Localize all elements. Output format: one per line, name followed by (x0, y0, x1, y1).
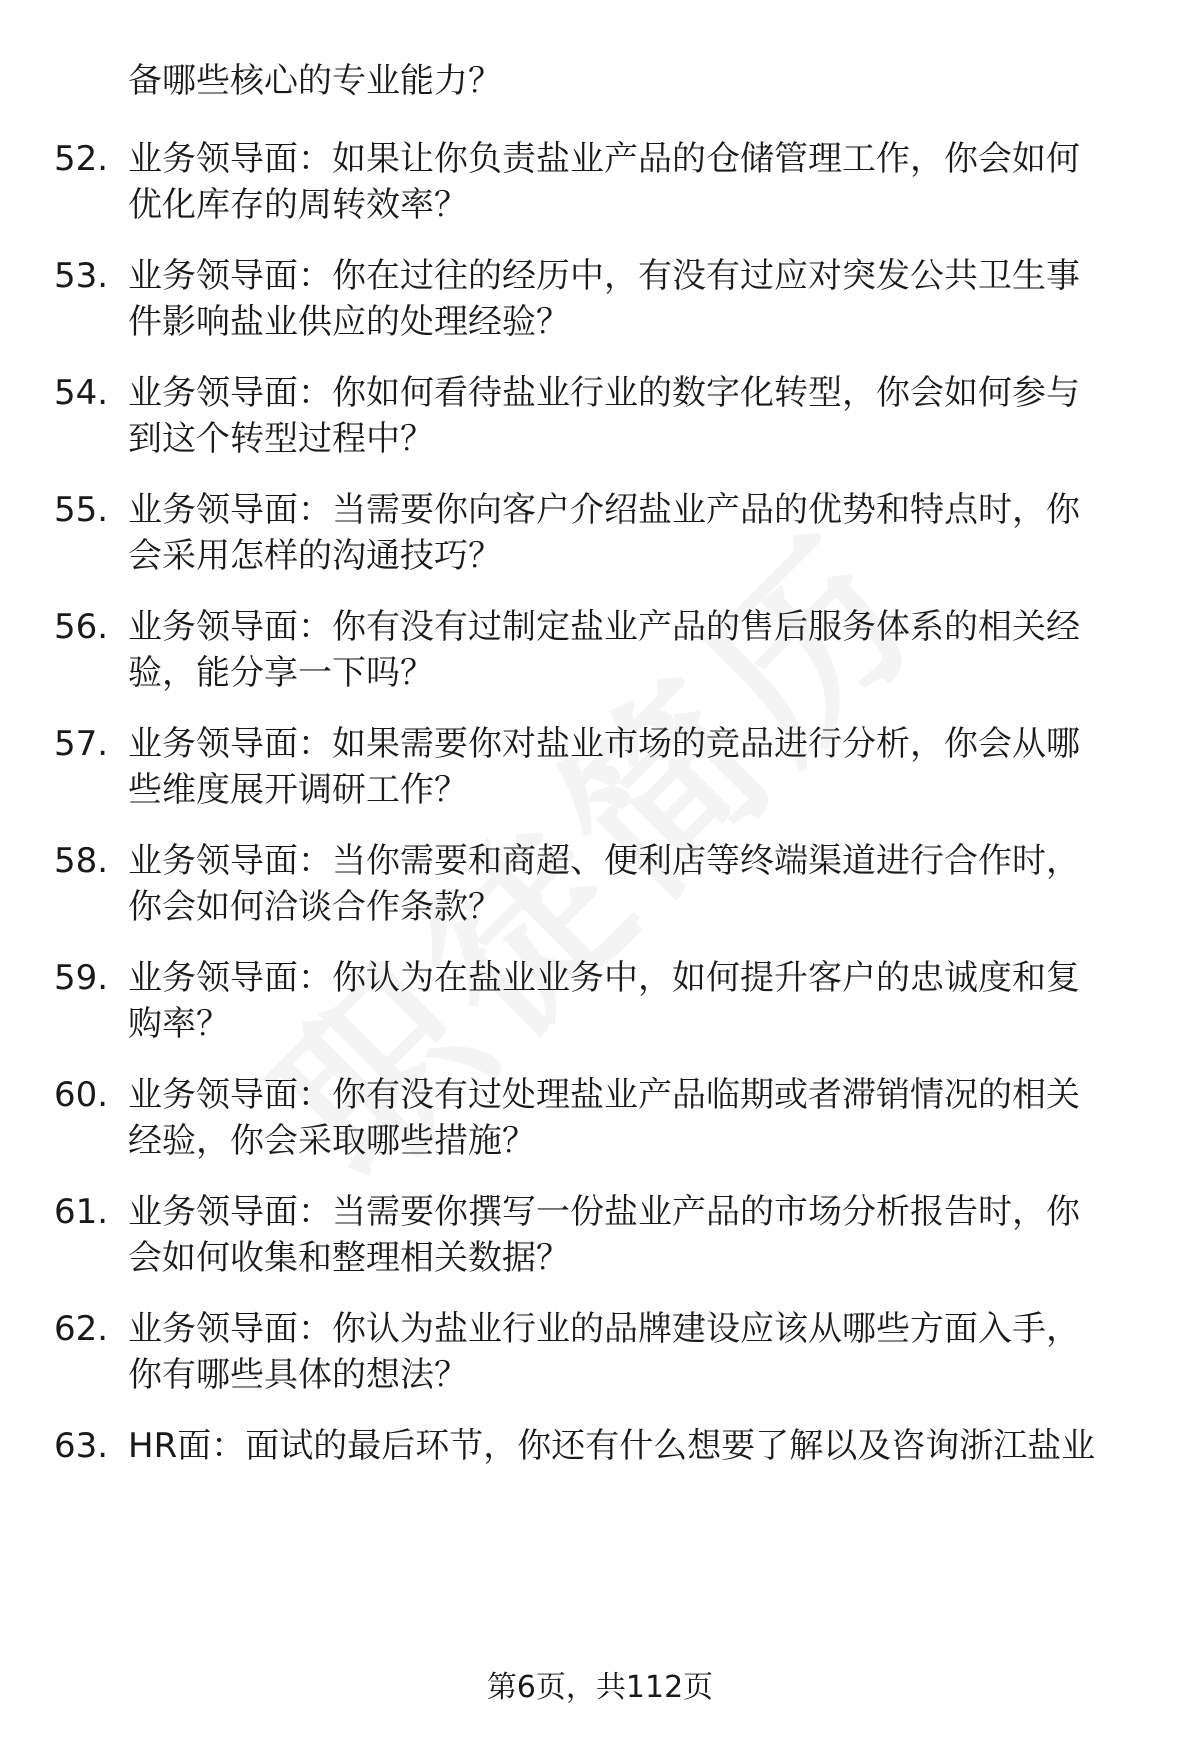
question-number: 57. (54, 724, 109, 764)
question-line: 会如何收集和整理相关数据？ (128, 1238, 570, 1278)
question-number: 52. (54, 139, 109, 179)
question-text (128, 955, 1148, 1047)
question-line: 你会如何洽谈合作条款？ (128, 887, 502, 927)
question-line: 验，能分享一下吗？ (128, 653, 434, 693)
question-number: 59. (54, 958, 109, 998)
question-line: 业务领导面：你认为在盐业业务中，如何提升客户的忠诚度和复 (128, 958, 1080, 998)
question-line: 购率？ (128, 1004, 230, 1044)
question-text (128, 604, 1148, 696)
question-line: 业务领导面：如果让你负责盐业产品的仓储管理工作，你会如何 (128, 139, 1080, 179)
question-number: 56. (54, 607, 109, 647)
question-line: 业务领导面：你如何看待盐业行业的数字化转型，你会如何参与 (128, 373, 1080, 413)
question-line: 你有哪些具体的想法？ (128, 1355, 468, 1395)
question-line: 业务领导面：如果需要你对盐业市场的竞品进行分析，你会从哪 (128, 724, 1080, 764)
question-text (128, 1306, 1148, 1398)
question-number: 62. (54, 1309, 109, 1349)
question-number: 60. (54, 1075, 109, 1115)
question-text (128, 487, 1148, 579)
question-number: 54. (54, 373, 109, 413)
question-line: 件影响盐业供应的处理经验？ (128, 302, 570, 342)
question-text (128, 1189, 1148, 1281)
question-line: 会采用怎样的沟通技巧？ (128, 536, 502, 576)
question-line: 到这个转型过程中？ (128, 419, 434, 459)
question-line: 业务领导面：你认为盐业行业的品牌建设应该从哪些方面入手， (128, 1309, 1080, 1349)
question-text (128, 838, 1148, 930)
question-line: 经验，你会采取哪些措施？ (128, 1121, 536, 1161)
question-text (128, 1423, 1148, 1469)
question-number: 63. (54, 1426, 109, 1466)
question-number: 58. (54, 841, 109, 881)
question-line: 业务领导面：你有没有过处理盐业产品临期或者滞销情况的相关 (128, 1075, 1080, 1115)
question-text (128, 253, 1148, 345)
continuation-line: 备哪些核心的专业能力？ (128, 61, 502, 101)
question-line: 些维度展开调研工作？ (128, 770, 468, 810)
question-line: 业务领导面：当需要你向客户介绍盐业产品的优势和特点时，你 (128, 490, 1080, 530)
question-text (128, 370, 1148, 462)
question-line: 业务领导面：你在过往的经历中，有没有过应对突发公共卫生事 (128, 256, 1080, 296)
question-number: 53. (54, 256, 109, 296)
question-number: 55. (54, 490, 109, 530)
page-footer: 第6页，共112页 (486, 1670, 714, 1705)
question-line: 业务领导面：当你需要和商超、便利店等终端渠道进行合作时， (128, 841, 1080, 881)
question-text (128, 136, 1148, 228)
question-line: 优化库存的周转效率？ (128, 185, 468, 225)
question-line: 业务领导面：当需要你撰写一份盐业产品的市场分析报告时，你 (128, 1192, 1080, 1232)
question-text (128, 1072, 1148, 1164)
question-line: 业务领导面：你有没有过制定盐业产品的售后服务体系的相关经 (128, 607, 1080, 647)
question-number: 61. (54, 1192, 109, 1232)
question-line: HR面：面试的最后环节，你还有什么想要了解以及咨询浙江盐业 (128, 1426, 1096, 1466)
question-text (128, 721, 1148, 813)
